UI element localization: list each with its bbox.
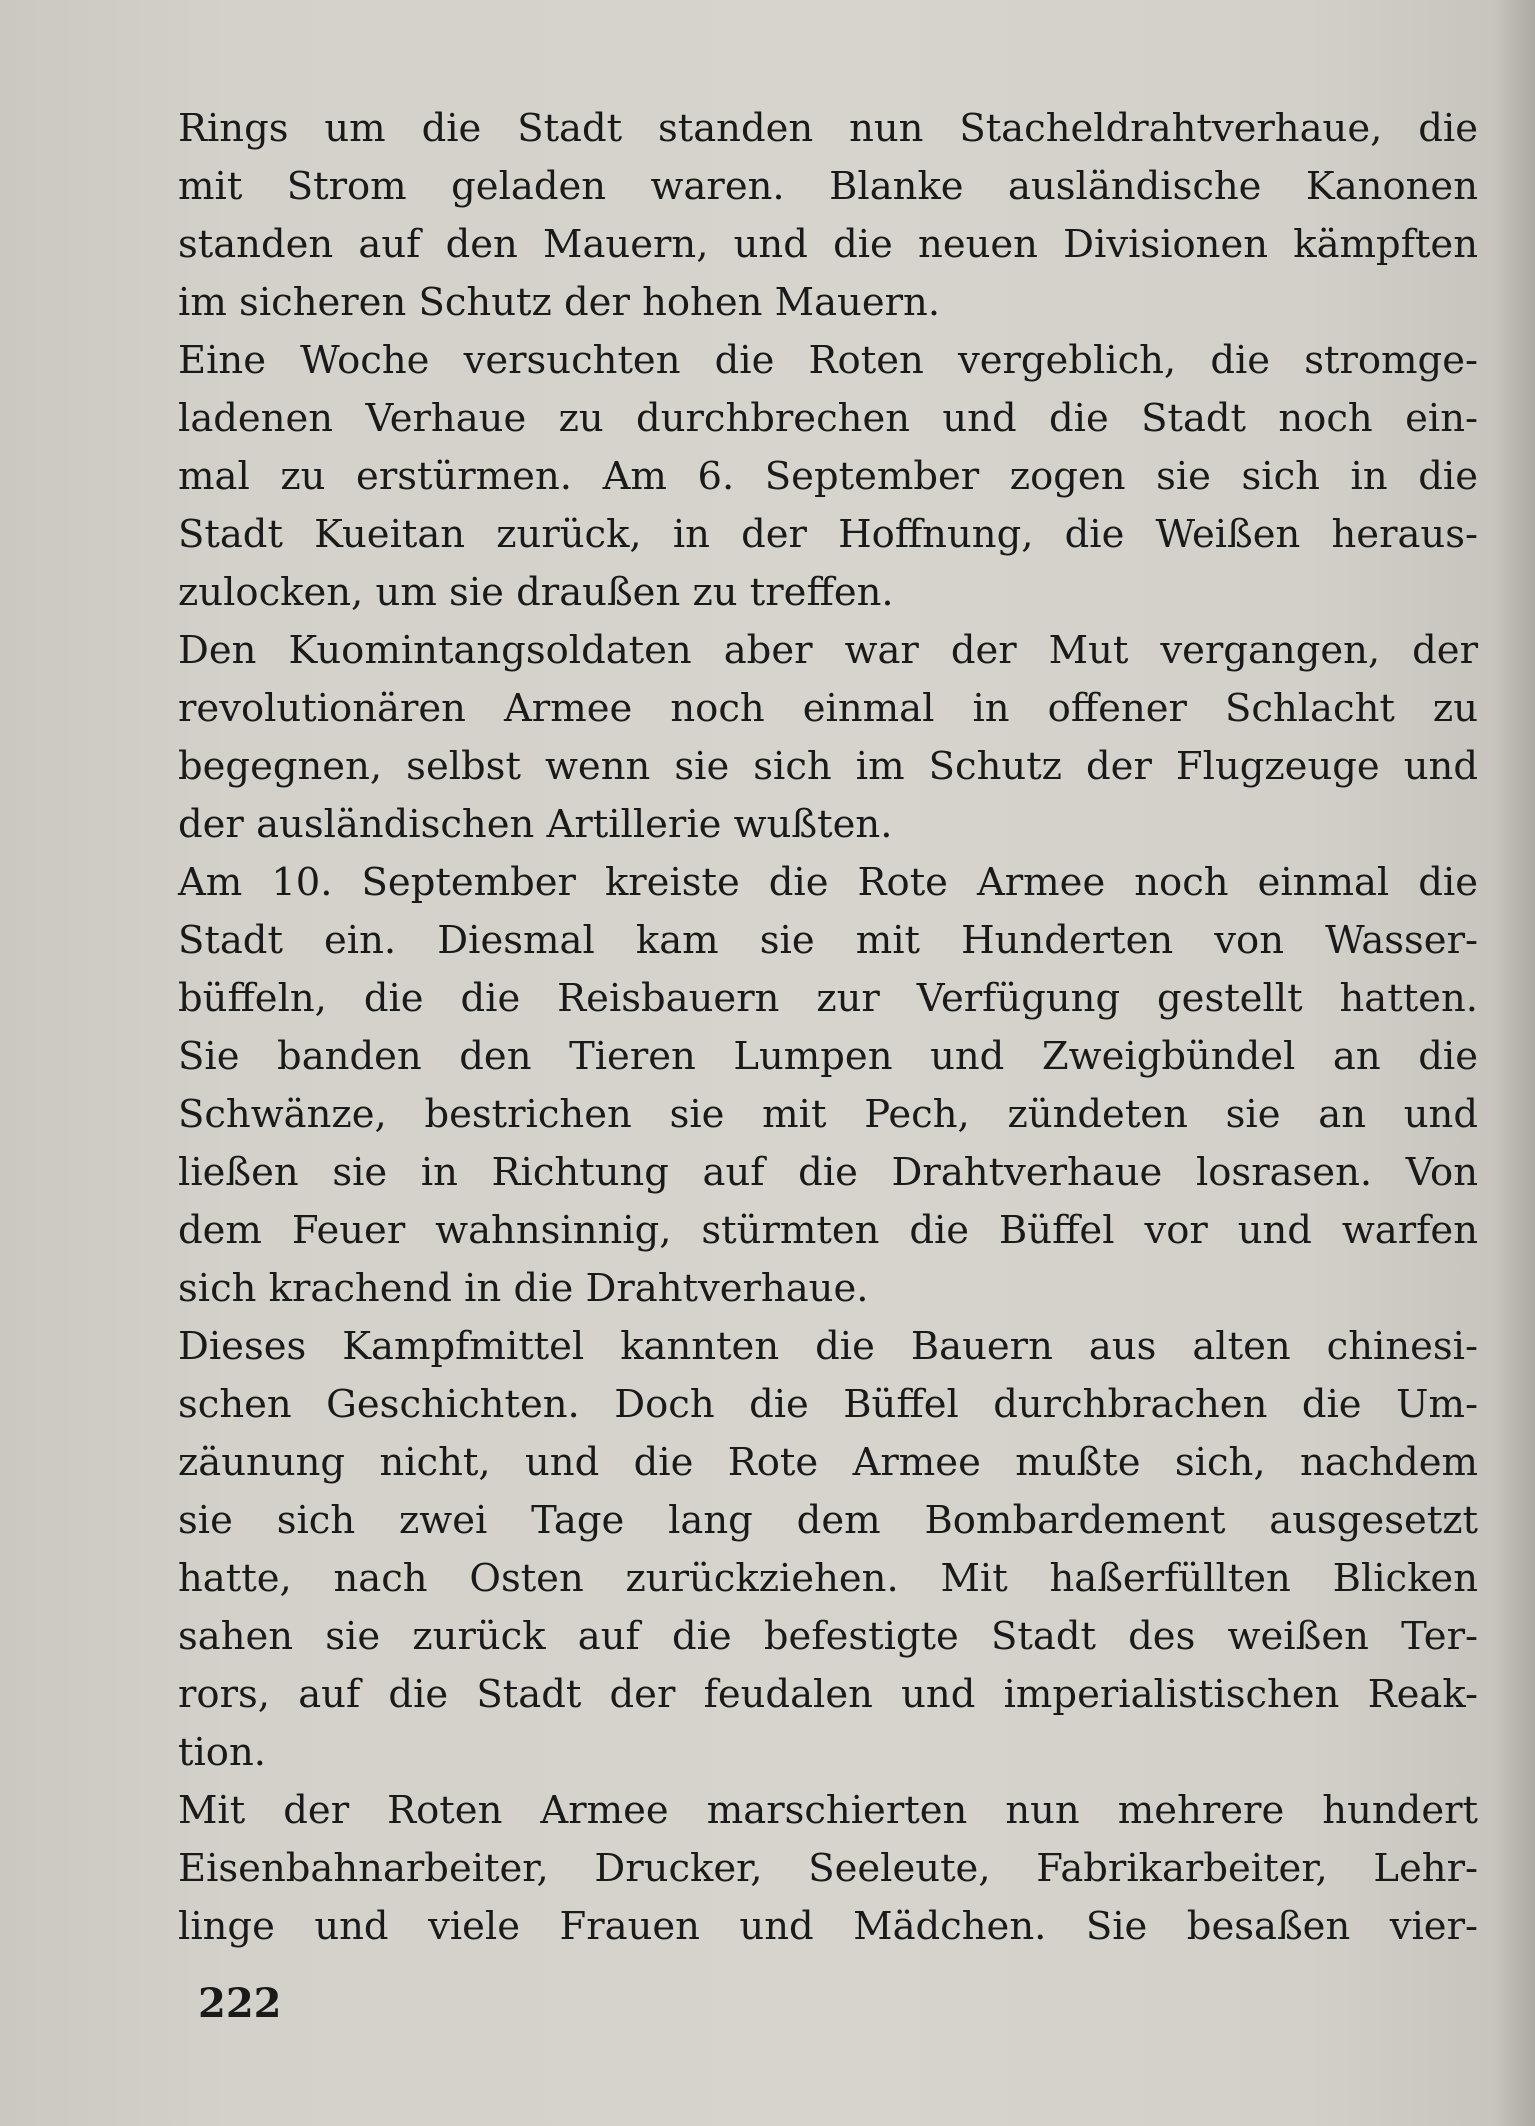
text-line: ladenen Verhaue zu durchbrechen und die Stadt noch ein- [178, 396, 1478, 441]
text-line: Den Kuomintangsoldaten aber war der Mut vergangen, der [178, 628, 1478, 673]
text-line: dem Feuer wahnsinnig, stürmten die Büffel vor und warfen [178, 1208, 1478, 1253]
page-number: 222 [198, 1980, 282, 2027]
text-line: begegnen, selbst wenn sie sich im Schutz der Flugzeuge und [178, 744, 1478, 789]
text-line: zäunung nicht, und die Rote Armee mußte sich, nachdem [178, 1440, 1478, 1485]
text-line: sahen sie zurück auf die befestigte Stadt des weißen Ter- [178, 1614, 1478, 1659]
text-line: im sicheren Schutz der hohen Mauern. [178, 280, 941, 325]
page-edge-shadow [1495, 0, 1535, 2126]
text-line: Dieses Kampfmittel kannten die Bauern aus alten chinesi- [178, 1324, 1478, 1369]
text-line: Stadt ein. Diesmal kam sie mit Hunderten von Wasser- [178, 918, 1478, 963]
text-line: Eisenbahnarbeiter, Drucker, Seeleute, Fabrikarbeiter, Lehr- [178, 1846, 1478, 1891]
text-line: Sie banden den Tieren Lumpen und Zweigbündel an die [178, 1034, 1478, 1079]
text-line: linge und viele Frauen und Mädchen. Sie besaßen vier- [178, 1904, 1478, 1949]
text-line: rors, auf die Stadt der feudalen und imperialistischen Reak- [178, 1672, 1478, 1717]
text-line: tion. [178, 1730, 266, 1775]
text-line: Am 10. September kreiste die Rote Armee noch einmal die [178, 860, 1478, 905]
text-line: sich krachend in die Drahtverhaue. [178, 1266, 869, 1311]
text-line: Rings um die Stadt standen nun Stacheldrahtverhaue, die [178, 106, 1478, 151]
body-text [178, 100, 1478, 1956]
text-line: Mit der Roten Armee marschierten nun mehrere hundert [178, 1788, 1478, 1833]
text-line: der ausländischen Artillerie wußten. [178, 802, 893, 847]
text-line: zulocken, um sie draußen zu treffen. [178, 570, 894, 615]
text-line: schen Geschichten. Doch die Büffel durchbrachen die Um- [178, 1382, 1478, 1427]
text-line: standen auf den Mauern, und die neuen Divisionen kämpften [178, 222, 1478, 267]
text-line: Stadt Kueitan zurück, in der Hoffnung, die Weißen heraus- [178, 512, 1478, 557]
text-line: büffeln, die die Reisbauern zur Verfügung gestellt hatten. [178, 976, 1478, 1021]
text-line: revolutionären Armee noch einmal in offener Schlacht zu [178, 686, 1478, 731]
text-line: Schwänze, bestrichen sie mit Pech, zündeten sie an und [178, 1092, 1478, 1137]
text-line: hatte, nach Osten zurückziehen. Mit haßerfüllten Blicken [178, 1556, 1478, 1601]
text-line: mal zu erstürmen. Am 6. September zogen sie sich in die [178, 454, 1478, 499]
text-line: ließen sie in Richtung auf die Drahtverhaue losrasen. Von [178, 1150, 1478, 1195]
text-line: Eine Woche versuchten die Roten vergeblich, die stromge- [178, 338, 1478, 383]
text-line: sie sich zwei Tage lang dem Bombardement ausgesetzt [178, 1498, 1478, 1543]
text-line: mit Strom geladen waren. Blanke ausländische Kanonen [178, 164, 1478, 209]
